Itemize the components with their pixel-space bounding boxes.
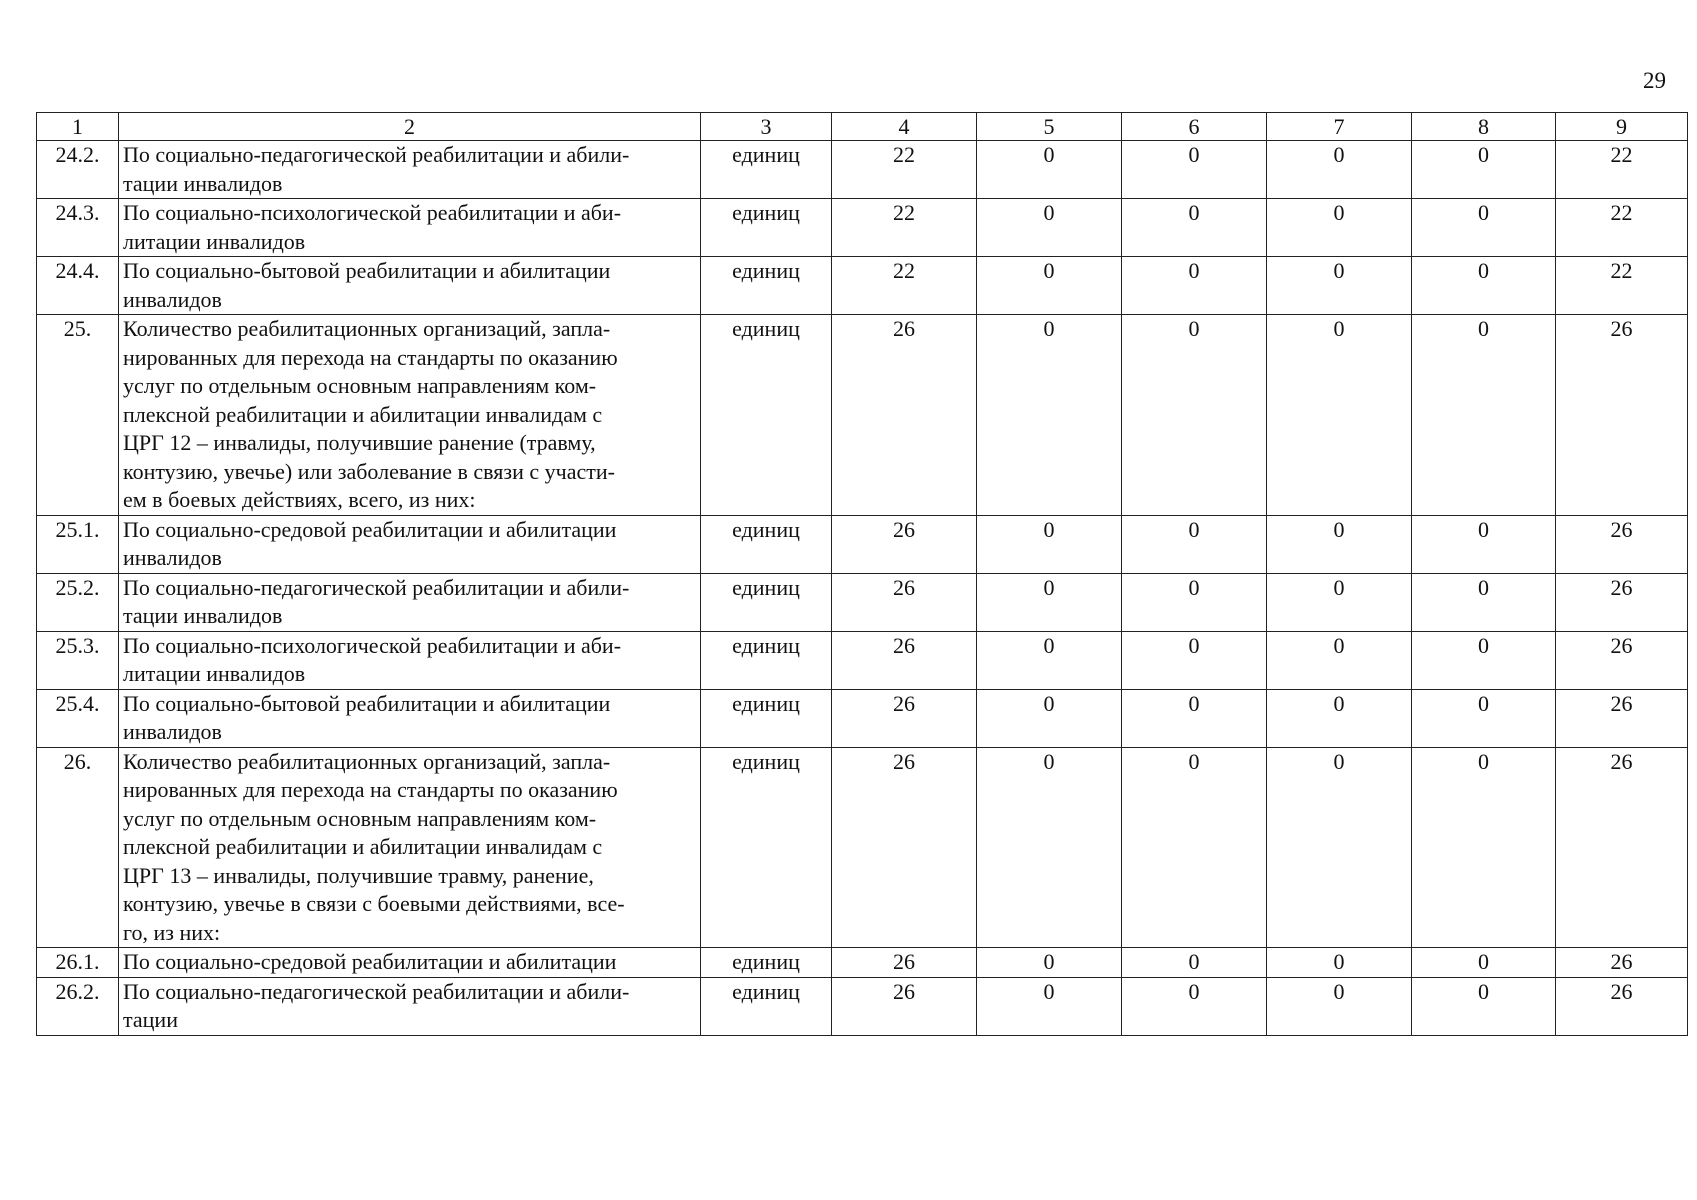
value-cell: 26: [1556, 689, 1688, 747]
value-cell: 26: [832, 631, 977, 689]
value-cell: 0: [1267, 977, 1412, 1035]
column-header: 6: [1122, 113, 1267, 141]
value-cell: 0: [1412, 257, 1556, 315]
column-header: 5: [977, 113, 1122, 141]
column-header: 8: [1412, 113, 1556, 141]
column-header: 4: [832, 113, 977, 141]
description-line: ЦРГ 12 – инвалиды, получившие ранение (травму,: [123, 430, 596, 455]
description-line: ем в боевых действиях, всего, из них:: [123, 487, 476, 512]
row-number: 25.1.: [37, 515, 119, 573]
value-cell: 26: [832, 573, 977, 631]
value-cell: 0: [1412, 573, 1556, 631]
value-cell: 0: [1122, 747, 1267, 948]
row-description: [119, 141, 701, 199]
description-line: контузию, увечье) или заболевание в связи с участи-: [123, 458, 615, 484]
description-line: По социально-психологической реабилитации и аби-: [123, 200, 622, 225]
row-number: 26.: [37, 747, 119, 948]
column-header: 2: [119, 113, 701, 141]
column-header: 7: [1267, 113, 1412, 141]
value-cell: 26: [832, 315, 977, 516]
value-cell: 0: [977, 315, 1122, 516]
column-header: 9: [1556, 113, 1688, 141]
value-cell: 26: [832, 747, 977, 948]
value-cell: 26: [832, 948, 977, 978]
description-line: По социально-психологической реабилитации и аби-: [123, 632, 622, 658]
table-row: [37, 948, 1688, 978]
value-cell: 0: [1267, 315, 1412, 516]
row-unit: единиц: [701, 199, 832, 257]
description-line: По социально-средовой реабилитации и абилитации: [123, 516, 617, 542]
value-cell: 0: [1267, 141, 1412, 199]
description-line: услуг по отдельным основным направлениям ком-: [123, 373, 597, 398]
table-row: [37, 977, 1688, 1035]
table-row: [37, 257, 1688, 315]
row-number: 24.4.: [37, 257, 119, 315]
value-cell: 26: [1556, 515, 1688, 573]
row-unit: единиц: [701, 689, 832, 747]
value-cell: 0: [1122, 573, 1267, 631]
description-line: го, из них:: [123, 919, 221, 945]
description-line: плексной реабилитации и абилитации инвалидам с: [123, 834, 603, 859]
value-cell: 0: [1122, 631, 1267, 689]
row-number: 26.1.: [37, 948, 119, 978]
value-cell: 0: [977, 689, 1122, 747]
description-line: инвалидов: [123, 286, 222, 312]
table-row: [37, 199, 1688, 257]
value-cell: 22: [1556, 141, 1688, 199]
description-line: услуг по отдельным основным направлениям ком-: [123, 805, 597, 831]
row-description: [119, 573, 701, 631]
description-line: тации инвалидов: [123, 603, 283, 628]
value-cell: 0: [1412, 689, 1556, 747]
row-description: [119, 977, 701, 1035]
value-cell: 0: [977, 948, 1122, 978]
column-header: 3: [701, 113, 832, 141]
value-cell: 0: [977, 747, 1122, 948]
description-line: литации инвалидов: [123, 661, 306, 686]
table-row: [37, 631, 1688, 689]
description-line: контузию, увечье в связи с боевыми действиями, все-: [123, 891, 625, 916]
value-cell: 0: [977, 977, 1122, 1035]
value-cell: 0: [1267, 747, 1412, 948]
value-cell: 0: [1412, 948, 1556, 978]
value-cell: 0: [1122, 515, 1267, 573]
description-line: По социально-средовой реабилитации и абилитации: [123, 949, 617, 974]
description-line: По социально-бытовой реабилитации и абилитации: [123, 258, 611, 283]
row-unit: единиц: [701, 631, 832, 689]
value-cell: 26: [1556, 573, 1688, 631]
row-description: [119, 747, 701, 948]
value-cell: 22: [832, 141, 977, 199]
description-line: нированных для перехода на стандарты по оказанию: [123, 777, 618, 802]
description-line: инвалидов: [123, 719, 222, 744]
row-unit: единиц: [701, 257, 832, 315]
description-line: По социально-бытовой реабилитации и абилитации: [123, 690, 611, 716]
value-cell: 22: [1556, 199, 1688, 257]
value-cell: 0: [1267, 515, 1412, 573]
value-cell: 26: [832, 977, 977, 1035]
row-number: 25.2.: [37, 573, 119, 631]
column-header: 1: [37, 113, 119, 141]
description-line: Количество реабилитационных организаций, запла-: [123, 316, 611, 341]
value-cell: 0: [1412, 315, 1556, 516]
row-number: 25.: [37, 315, 119, 516]
description-line: тации: [123, 1007, 178, 1032]
description-line: По социально-педагогической реабилитации и абили-: [123, 978, 630, 1004]
description-line: литации инвалидов: [123, 228, 306, 254]
row-description: [119, 315, 701, 516]
description-line: плексной реабилитации и абилитации инвалидам с: [123, 401, 603, 427]
table-row: [37, 515, 1688, 573]
row-number: 24.3.: [37, 199, 119, 257]
row-unit: единиц: [701, 573, 832, 631]
value-cell: 0: [1412, 747, 1556, 948]
description-line: ЦРГ 13 – инвалиды, получившие травму, ранение,: [123, 862, 594, 888]
value-cell: 0: [1122, 141, 1267, 199]
description-line: инвалидов: [123, 545, 222, 570]
table-row: [37, 573, 1688, 631]
value-cell: 0: [1267, 631, 1412, 689]
row-description: [119, 689, 701, 747]
value-cell: 26: [1556, 631, 1688, 689]
value-cell: 0: [1267, 948, 1412, 978]
value-cell: 0: [1122, 257, 1267, 315]
row-description: [119, 515, 701, 573]
row-description: [119, 631, 701, 689]
value-cell: 26: [1556, 977, 1688, 1035]
description-line: нированных для перехода на стандарты по оказанию: [123, 344, 618, 370]
value-cell: 0: [1267, 257, 1412, 315]
description-line: тации инвалидов: [123, 170, 283, 196]
row-description: [119, 948, 701, 978]
value-cell: 0: [977, 515, 1122, 573]
row-description: [119, 199, 701, 257]
value-cell: 0: [1122, 977, 1267, 1035]
row-description: [119, 257, 701, 315]
row-unit: единиц: [701, 315, 832, 516]
row-unit: единиц: [701, 747, 832, 948]
value-cell: 26: [832, 515, 977, 573]
data-table: [36, 112, 1688, 1036]
page-number: 29: [1643, 68, 1666, 93]
row-unit: единиц: [701, 141, 832, 199]
description-line: По социально-педагогической реабилитации и абили-: [123, 142, 630, 167]
value-cell: 0: [1412, 515, 1556, 573]
value-cell: 0: [977, 141, 1122, 199]
row-unit: единиц: [701, 515, 832, 573]
value-cell: 22: [1556, 257, 1688, 315]
value-cell: 26: [1556, 315, 1688, 516]
description-line: По социально-педагогической реабилитации и абили-: [123, 574, 630, 600]
value-cell: 0: [1412, 631, 1556, 689]
table-row: [37, 689, 1688, 747]
table-row: [37, 747, 1688, 948]
value-cell: 26: [832, 689, 977, 747]
value-cell: 0: [1267, 573, 1412, 631]
value-cell: 22: [832, 199, 977, 257]
value-cell: 22: [832, 257, 977, 315]
value-cell: 26: [1556, 948, 1688, 978]
value-cell: 0: [1122, 948, 1267, 978]
row-number: 24.2.: [37, 141, 119, 199]
value-cell: 0: [1122, 689, 1267, 747]
value-cell: 0: [1412, 141, 1556, 199]
table-row: [37, 315, 1688, 516]
value-cell: 0: [1122, 199, 1267, 257]
row-number: 25.4.: [37, 689, 119, 747]
value-cell: 0: [1412, 977, 1556, 1035]
description-line: Количество реабилитационных организаций, запла-: [123, 748, 611, 774]
value-cell: 0: [977, 199, 1122, 257]
header-row: [37, 113, 1688, 141]
value-cell: 0: [1267, 689, 1412, 747]
value-cell: 0: [977, 257, 1122, 315]
value-cell: 0: [977, 573, 1122, 631]
row-number: 26.2.: [37, 977, 119, 1035]
value-cell: 0: [1412, 199, 1556, 257]
row-unit: единиц: [701, 948, 832, 978]
value-cell: 0: [977, 631, 1122, 689]
value-cell: 0: [1267, 199, 1412, 257]
table-row: [37, 141, 1688, 199]
row-unit: единиц: [701, 977, 832, 1035]
row-number: 25.3.: [37, 631, 119, 689]
value-cell: 26: [1556, 747, 1688, 948]
value-cell: 0: [1122, 315, 1267, 516]
table-body: [37, 141, 1688, 1036]
